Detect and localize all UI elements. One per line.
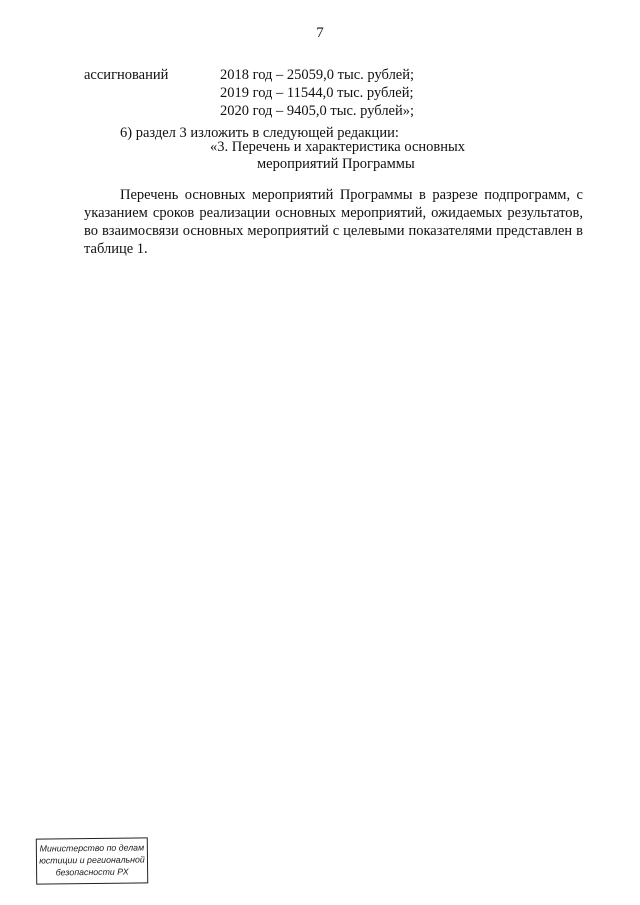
page-number: 7 [316, 25, 324, 41]
stamp-line-1: Министерство по делам [39, 842, 145, 854]
allocation-row-2018: 2018 год – 25059,0 тыс. рублей; [220, 67, 415, 83]
stamp-line-2: юстиции и региональной [39, 854, 145, 866]
allocation-row-2019: 2019 год – 11544,0 тыс. рублей; [220, 85, 414, 101]
ministry-stamp [36, 837, 148, 884]
body-paragraph: Перечень основных мероприятий Программы в разрезе подпрограмм, с указанием сроков реализации основных мероприятий, ожидаемых результатов, во взаимосвязи основных мероприятий с целевыми показателями представлен в таблице 1. [84, 187, 583, 257]
section-title-line-2: мероприятий Программы [257, 156, 415, 172]
allocation-row-2020: 2020 год – 9405,0 тыс. рублей»; [220, 103, 415, 119]
stamp-line-3: безопасности РХ [55, 866, 129, 878]
section-title-line-1: «3. Перечень и характеристика основных [210, 139, 465, 155]
amendment-item: 6) раздел 3 изложить в следующей редакции: [120, 125, 399, 141]
allocations-label: ассигнований [84, 67, 169, 83]
